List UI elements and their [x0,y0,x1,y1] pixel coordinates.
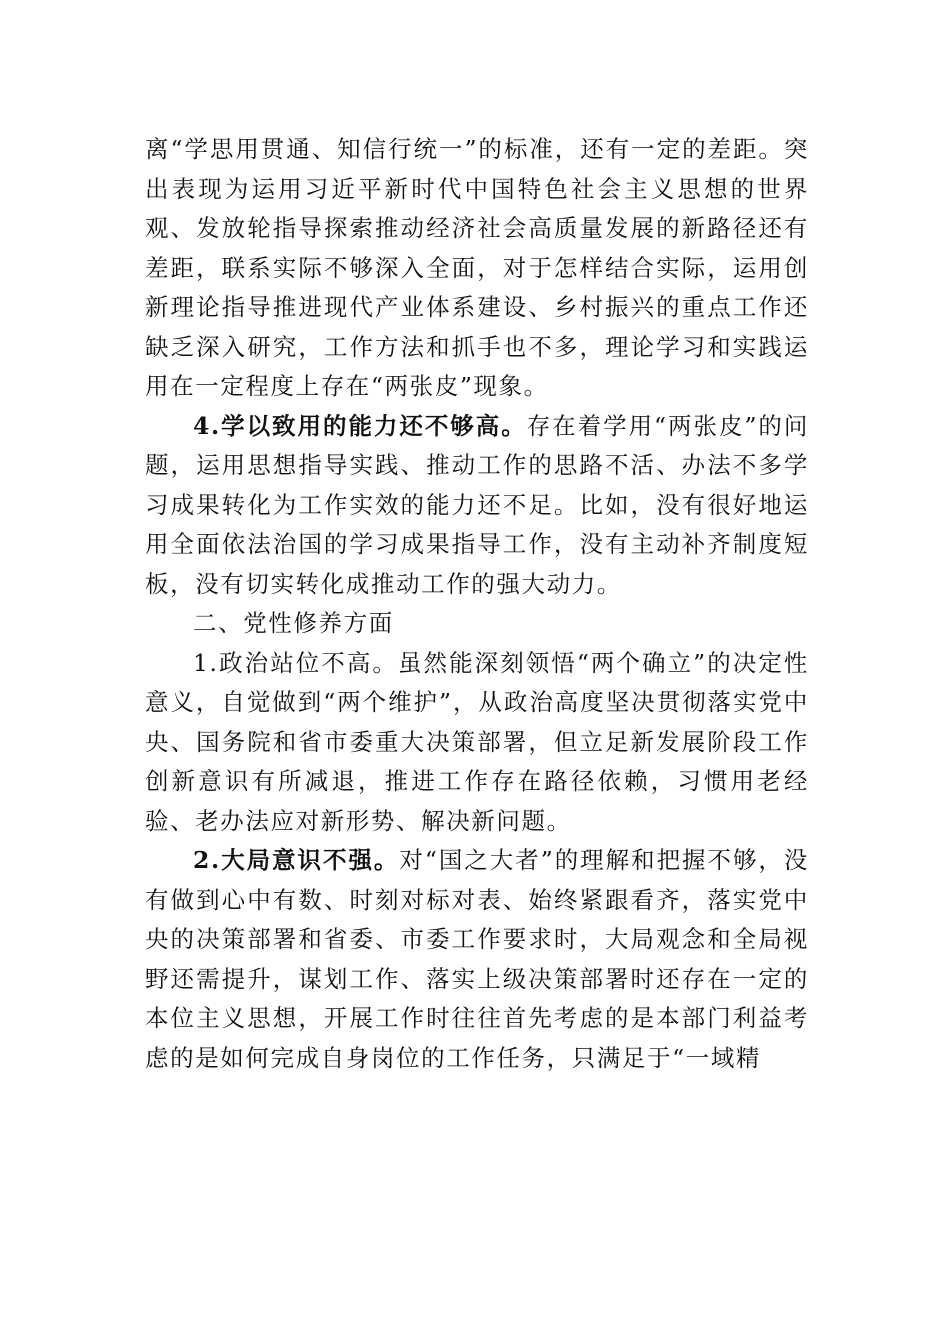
paragraph-text: 对“国之大者”的理解和把握不够，没有做到心中有数、时刻对标对表、始终紧跟看齐，落实党中央的决策部署和省委、市委工作要求时，大局观念和全局视野还需提升，谋划工作、落实上级决策部署时还存在一定的本位主义思想，开展工作时往往首先考虑的是本部门利益考虑的是如何完成自身岗位的工作任务，只满足于“一域精 [145,846,810,1072]
paragraph-theory-application [145,130,809,407]
paragraph-text: 存在着学用“两张皮”的问题，运用思想指导实践、推动工作的思路不活、办法不多学习成果转化为工作实效的能力还不足。比如，没有很好地运用全面依法治国的学习成果指导工作，没有主动补齐制度短板，没有切实转化成推动工作的强大动力。 [145,411,809,598]
paragraph-lead-heading: 2.大局意识不强。 [193,846,400,874]
paragraph-text: 1.政治站位不高。虽然能深刻领悟“两个确立”的决定性意义，自觉做到“两个维护”，从政治高度坚决贯彻落实党中央、国务院和省市委重大决策部署，但立足新发展阶段工作创新意识有所减退，推进工作存在路径依赖，习惯用老经验、老办法应对新形势、解决新问题。 [145,648,809,835]
document-page [145,130,809,1078]
paragraph-apply-learning [145,407,809,605]
paragraph-lead-heading: 4.学以致用的能力还不够高。 [193,411,527,440]
paragraph-overall-awareness [145,841,809,1078]
section-heading: 二、党性修养方面 [193,609,394,637]
paragraph-political-stance [145,644,809,842]
paragraph-text: 离“学思用贯通、知信行统一”的标准，还有一定的差距。突出表现为运用习近平新时代中国特色社会主义思想的世界观、发放轮指导探索推动经济社会高质量发展的新路径还有差距，联系实际不够深入全面，对于怎样结合实际，运用创新理论指导推进现代产业体系建设、乡村振兴的重点工作还缺乏深入研究，工作方法和抓手也不多，理论学习和实践运用在一定程度上存在“两张皮”现象。 [145,135,809,400]
